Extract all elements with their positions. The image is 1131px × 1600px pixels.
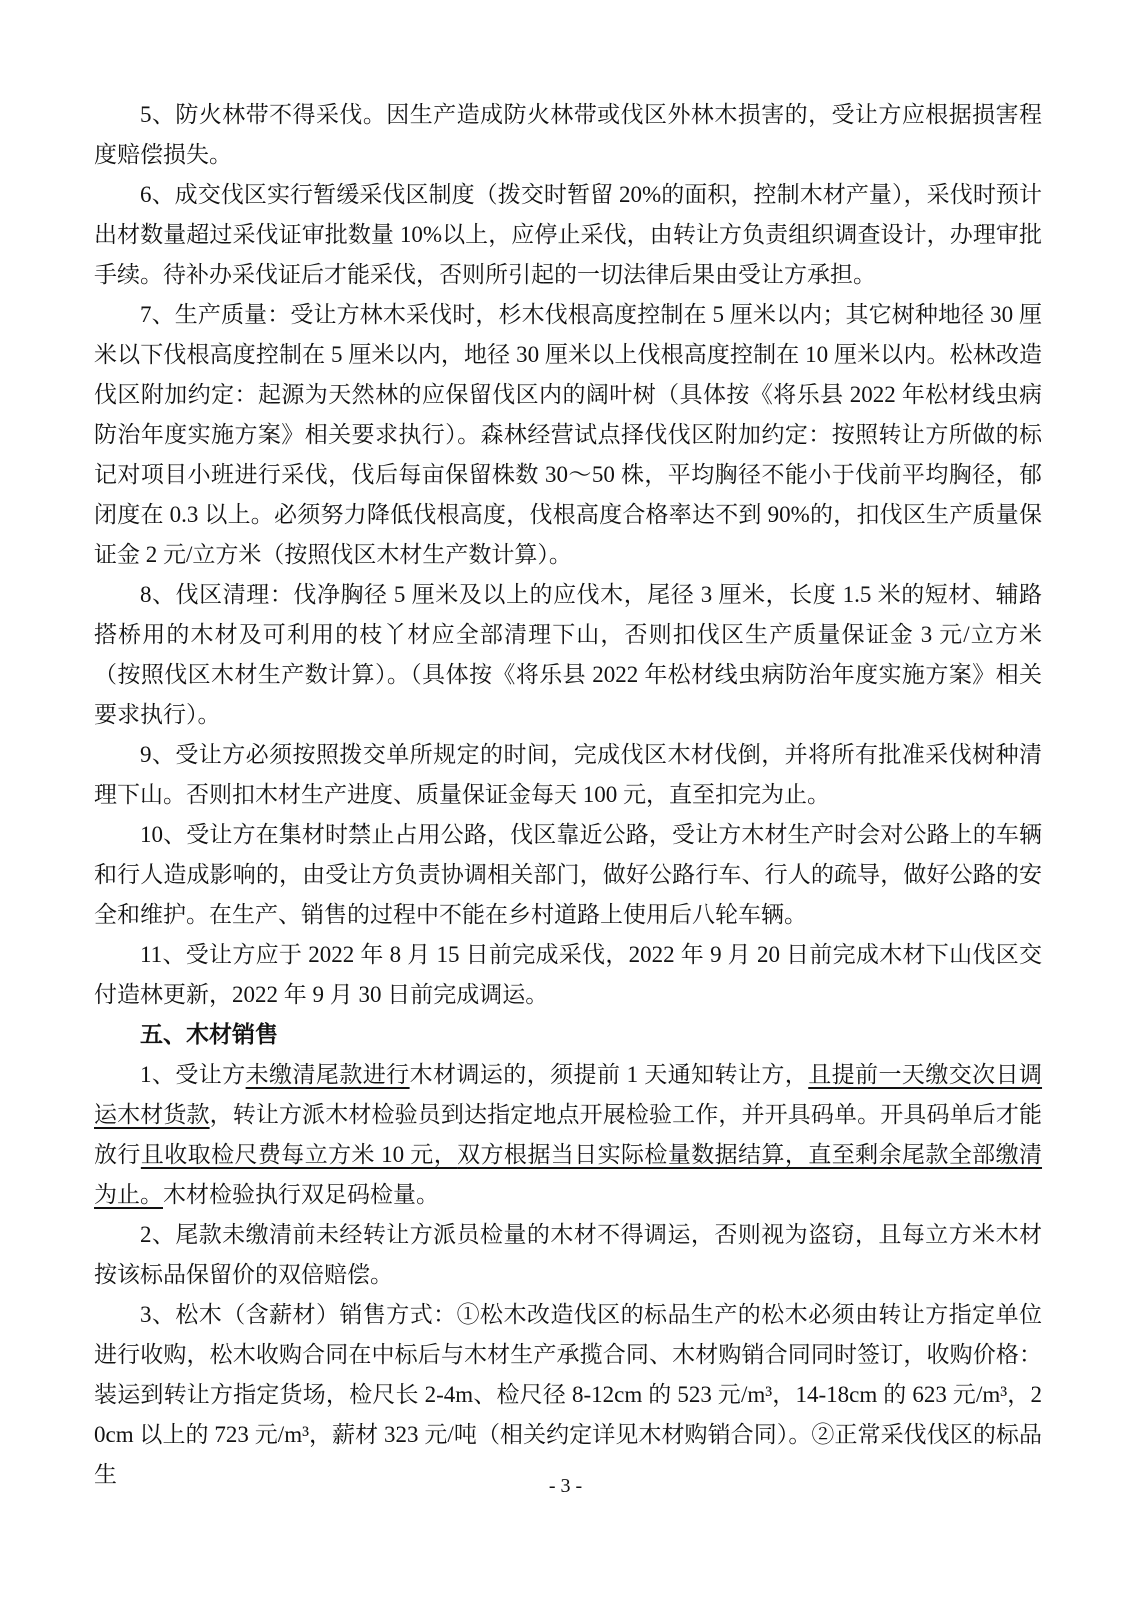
text-run: 9、受让方必须按照拨交单所规定的时间，完成伐区木材伐倒，并将所有批准采伐树种清理下山。否则扣木材生产进度、质量保证金每天 100 元，直至扣完为止。: [94, 742, 1042, 807]
paragraph: [94, 1055, 1042, 1215]
paragraph: [94, 815, 1042, 935]
paragraph: [94, 935, 1042, 1015]
text-run: 2、尾款未缴清前未经转让方派员检量的木材不得调运，否则视为盗窃，且每立方米木材按该标品保留价的双倍赔偿。: [94, 1222, 1042, 1287]
text-run: 6、成交伐区实行暂缓采伐区制度（拨交时暂留 20%的面积，控制木材产量），采伐时预计出材数量超过采伐证审批数量 10%以上，应停止采伐，由转让方负责组织调查设计，办理审批手续。待补办采伐证后才能采伐，否则所引起的一切法律后果由受让方承担。: [94, 182, 1042, 287]
document-body: [94, 95, 1042, 1495]
paragraph: [94, 575, 1042, 735]
underlined-text: 且提前一天缴交次日调运木材货款: [94, 1062, 1043, 1127]
paragraph: [94, 95, 1042, 175]
underlined-text: 双方根据当日实际检量数据结算，直至剩余尾款全部缴清为止。: [94, 1142, 1043, 1207]
underlined-text: 且收取检尺费每立方米 10 元，: [140, 1142, 458, 1167]
text-run: 1、受让方: [140, 1062, 246, 1087]
text-run: 11、受让方应于 2022 年 8 月 15 日前完成采伐，2022 年 9 月 20 日前完成木材下山伐区交付造林更新，2022 年 9 月 30 日前完成调运。: [94, 942, 1042, 1007]
text-run: ，转让方派木材检验员到达指定地点开展检验工作，并开具码单。开具码单后才能放行: [94, 1102, 1042, 1167]
paragraph: [94, 175, 1042, 295]
paragraph: [94, 1215, 1042, 1295]
text-run: 5、防火林带不得采伐。因生产造成防火林带或伐区外林木损害的，受让方应根据损害程度赔偿损失。: [94, 102, 1042, 167]
page-number: - 3 -: [548, 1475, 583, 1497]
text-run: 五、木材销售: [140, 1022, 278, 1047]
section-heading: [94, 1015, 1042, 1055]
paragraph: [94, 1295, 1042, 1495]
text-run: 3、松木（含薪材）销售方式：①松木改造伐区的标品生产的松木必须由转让方指定单位进行收购，松木收购合同在中标后与木材生产承揽合同、木材购销合同同时签订，收购价格：装运到转让方指定货场，检尺长 2-4m、检尺径 8-12cm 的 523 元/m³，14-18cm 的 623 元/m³，20cm 以上的 723 元/m³，薪材 323 元/吨（相关约定详见木材购销合同）。②正常采伐伐区的标品生: [94, 1302, 1042, 1487]
text-run: 8、伐区清理：伐净胸径 5 厘米及以上的应伐木，尾径 3 厘米，长度 1.5 米的短材、辅路搭桥用的木材及可利用的枝丫材应全部清理下山，否则扣伐区生产质量保证金 3 元/立方米（按照伐区木材生产数计算）。（具体按《将乐县 2022 年松材线虫病防治年度实施方案》相关要求执行）。: [94, 582, 1042, 727]
text-run: 7、生产质量：受让方林木采伐时，杉木伐根高度控制在 5 厘米以内；其它树种地径 30 厘米以下伐根高度控制在 5 厘米以内，地径 30 厘米以上伐根高度控制在 10 厘米以内。松林改造伐区附加约定：起源为天然林的应保留伐区内的阔叶树（具体按《将乐县 2022 年松材线虫病防治年度实施方案》相关要求执行）。森林经营试点择伐伐区附加约定：按照转让方所做的标记对项目小班进行采伐，伐后每亩保留株数 30～50 株，平均胸径不能小于伐前平均胸径，郁闭度在 0.3 以上。必须努力降低伐根高度，伐根高度合格率达不到 90%的，扣伐区生产质量保证金 2 元/立方米（按照伐区木材生产数计算）。: [94, 302, 1042, 567]
underlined-text: 未缴清尾款进行: [245, 1062, 410, 1087]
text-run: 木材检验执行双足码检量。: [163, 1182, 439, 1207]
paragraph: [94, 295, 1042, 575]
paragraph: [94, 735, 1042, 815]
text-run: 10、受让方在集材时禁止占用公路，伐区靠近公路，受让方木材生产时会对公路上的车辆和行人造成影响的，由受让方负责协调相关部门，做好公路行车、行人的疏导，做好公路的安全和维护。在生产、销售的过程中不能在乡村道路上使用后八轮车辆。: [94, 822, 1042, 927]
text-run: 木材调运的，须提前 1 天通知转让方，: [409, 1062, 809, 1087]
